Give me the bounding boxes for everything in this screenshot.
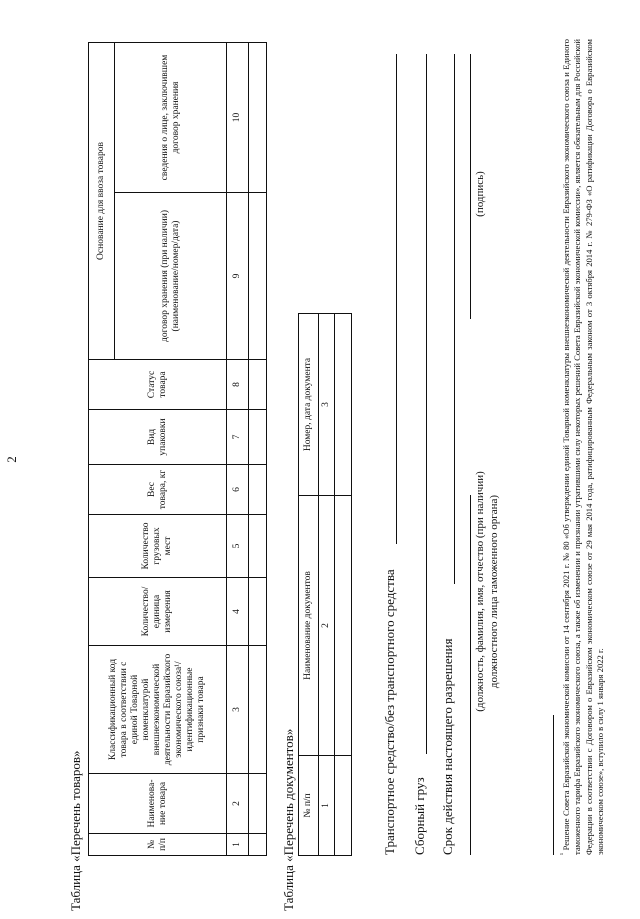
col-header-goods-name: Наименова-ние товара [89, 774, 227, 834]
column-number: 5 [227, 515, 249, 578]
validity-underline [454, 54, 455, 584]
column-number-row [319, 314, 335, 856]
col-header-basis-group: Основание для ввоза товаров [89, 43, 115, 360]
footnote-separator [553, 715, 554, 855]
goods-table-caption: Таблица «Перечень товаров» [68, 750, 83, 911]
column-number: 10 [227, 43, 249, 193]
goods-table [88, 42, 267, 856]
col-header-weight: Вес товара, кг [89, 465, 227, 515]
consolidated-cargo-underline [426, 54, 427, 754]
col-header-classification-code: Классификационный код товара в соответствии с единой Товарной номенклатурой внешнеэкономической деятельности Евразийского экономического союза¹/ идентификационные признаки товара [89, 646, 227, 774]
col-header-contract-party: сведения о лице, заключившем договор хранения [115, 43, 227, 193]
signature-underline [470, 54, 471, 319]
col-header-package-type: Вид упаковки [89, 410, 227, 465]
column-number: 3 [319, 314, 335, 496]
footnote-text: Решение Совета Евразийской экономической комиссии от 14 сентября 2021 г. № 80 «Об утверждении единой Товарной номенклатуры внешнеэкономической деятельности Евразийского экономического союза и Единого таможенного тарифа Евразийского экономического союза, а также об изменении и признании утратившими силу некоторых решений Совета Евразийской экономической комиссии», является обязательным для Российской Федерации в соответствии с Договором о Евразийском экономическом союзе от 29 мая 2014 года, ратифицированным Федеральным законом от 3 октября 2014 г. № 279-ФЗ «О ратификации Договора о Евразийском экономическом союзе», вступило в силу 1 января 2022 г. [560, 39, 605, 855]
column-number: 9 [227, 193, 249, 360]
column-number-row [227, 43, 249, 856]
transport-underline [396, 54, 397, 544]
footnote [559, 39, 606, 855]
column-number: 6 [227, 465, 249, 515]
col-header-quantity-unit: Количество/ единица измерения [89, 578, 227, 646]
col-header-document-name: Наименование документов [299, 496, 319, 756]
col-header-document-number-date: Номер, дата документа [299, 314, 319, 496]
consolidated-cargo-label: Сборный груз [412, 777, 427, 855]
page-number: 2 [4, 456, 19, 463]
official-underline [470, 495, 471, 855]
column-number: 1 [319, 756, 335, 856]
column-number: 1 [227, 834, 249, 856]
docs-table [298, 313, 352, 856]
column-number: 3 [227, 646, 249, 774]
docs-table-caption: Таблица «Перечень документов» [281, 728, 296, 911]
footnote-marker: ¹ [559, 852, 567, 855]
column-number: 4 [227, 578, 249, 646]
column-number: 7 [227, 410, 249, 465]
col-header-goods-status: Статус товара [89, 360, 227, 410]
col-header-cargo-places: Количество грузовых мест [89, 515, 227, 578]
col-header-number: № п/п [89, 834, 227, 856]
col-header-storage-contract: договор хранения (при наличии) (наименование/номер/дата) [115, 193, 227, 360]
column-number: 8 [227, 360, 249, 410]
official-position-caption: (должность, фамилия, имя, отчество (при наличии) должностного лица таможенного органа) [474, 471, 501, 712]
table-row [335, 314, 352, 856]
validity-label: Срок действия настоящего разрешения [440, 638, 455, 855]
table-row [249, 43, 267, 856]
col-header-number: № п/п [299, 756, 319, 856]
column-number: 2 [319, 496, 335, 756]
signature-caption: (подпись) [474, 171, 486, 217]
column-number: 2 [227, 774, 249, 834]
transport-label: Транспортное средство/без транспортного средства [382, 569, 397, 855]
